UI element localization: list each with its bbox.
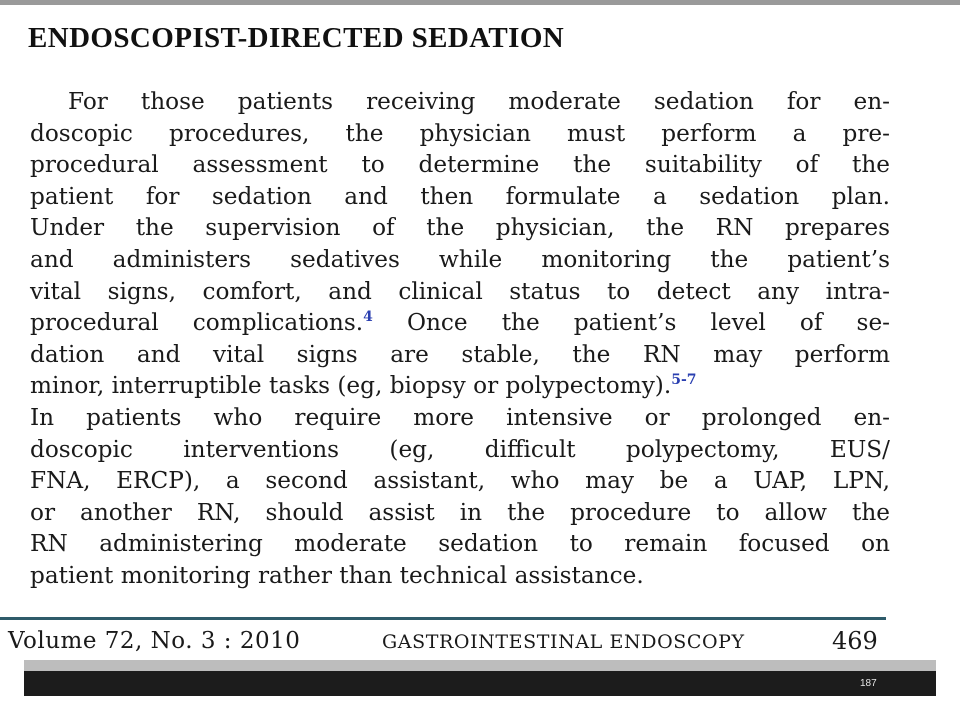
paragraph-line <box>30 307 890 339</box>
slide-footer-bar <box>24 671 936 696</box>
journal-name: GASTROINTESTINAL ENDOSCOPY <box>382 631 745 653</box>
paragraph-line: patient monitoring rather than technical assistance. <box>30 561 644 589</box>
paragraph-line-segment: minor, interruptible tasks (eg, biopsy or polypectomy). <box>30 372 672 400</box>
body-paragraph <box>30 86 890 592</box>
paragraph-line: doscopic interventions (eg, difficult polypectomy, EUS/ <box>30 435 890 463</box>
paragraph-line <box>30 370 890 402</box>
paragraph-line-segment: procedural complications. <box>30 309 364 337</box>
slide-number: 187 <box>860 678 877 689</box>
paragraph-line: FNA, ERCP), a second assistant, who may be a UAP, LPN, <box>30 467 890 495</box>
paragraph-line-segment: Once the patient’s level of se- <box>406 309 891 337</box>
journal-volume: Volume 72, No. 3 : 2010 <box>8 628 301 654</box>
top-border <box>0 0 960 5</box>
journal-page-number: 469 <box>832 627 878 655</box>
footer-divider <box>0 617 886 620</box>
paragraph-line: or another RN, should assist in the procedure to allow the <box>30 498 890 526</box>
section-heading: ENDOSCOPIST-DIRECTED SEDATION <box>28 22 565 54</box>
paragraph-line: doscopic procedures, the physician must perform a pre- <box>30 119 890 147</box>
paragraph-line: Under the supervision of the physician, the RN prepares <box>30 214 890 242</box>
paragraph-line: In patients who require more intensive or prolonged en- <box>30 403 890 431</box>
slide-footer-band <box>24 660 936 671</box>
paragraph-line: For those patients receiving moderate sedation for en- <box>68 88 890 115</box>
paragraph-line: vital signs, comfort, and clinical status to detect any intra- <box>30 277 890 305</box>
paragraph-line: and administers sedatives while monitoring the patient’s <box>30 245 890 273</box>
reference-5-7[interactable]: 5-7 <box>671 372 697 389</box>
paragraph-line: dation and vital signs are stable, the RN may perform <box>30 340 890 368</box>
paragraph-line: patient for sedation and then formulate a sedation plan. <box>30 182 890 210</box>
paragraph-line: RN administering moderate sedation to remain focused on <box>30 530 890 558</box>
reference-4[interactable]: 4 <box>363 309 373 326</box>
paragraph-line: procedural assessment to determine the suitability of the <box>30 151 890 179</box>
